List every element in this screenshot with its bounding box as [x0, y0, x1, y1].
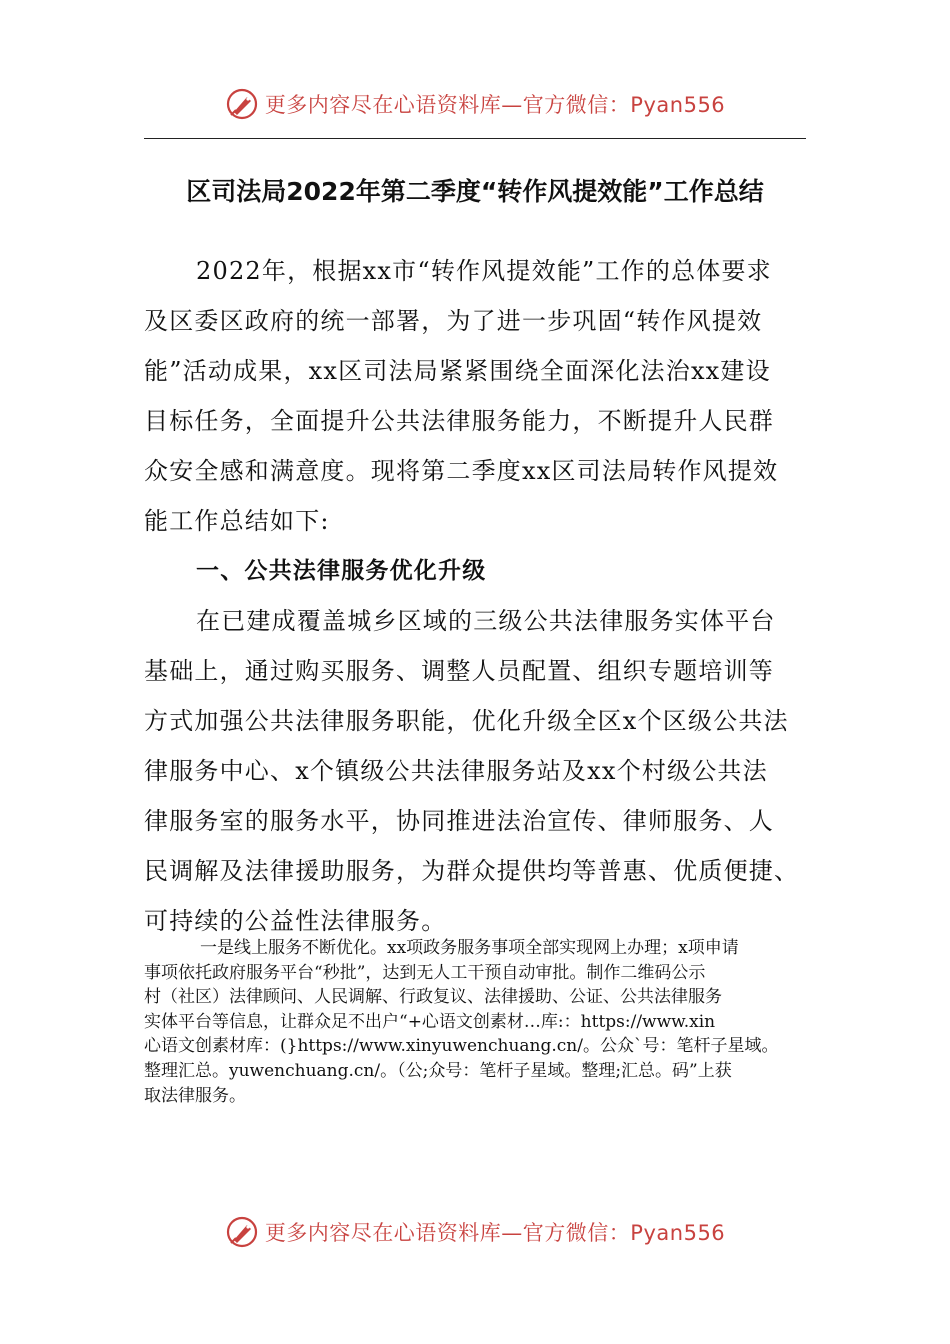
small-line: 村（社区）法律顾问、人民调解、行政复议、法律援助、公证、公共法律服务: [144, 987, 722, 1008]
footer-watermark-text: 更多内容尽在心语资料库—官方微信：Pyan556: [264, 1221, 726, 1245]
section-1: [144, 546, 814, 946]
section-1-line: 基础上，通过购买服务、调整人员配置、组织专题培训等: [144, 657, 774, 685]
intro-line: 及区委区政府的统一部署，为了进一步巩固“转作风提效: [144, 307, 763, 335]
small-line: 一是线上服务不断优化。xx项政务服务事项全部实现网上办理；x项申请: [200, 938, 739, 958]
intro-line: 2022年，根据xx市“转作风提效能”工作的总体要求: [196, 257, 772, 285]
small-line: 事项依托政府服务平台“秒批”，达到无人工干预自动审批。制作二维码公示: [144, 962, 706, 983]
intro-line: 能”活动成果，xx区司法局紧紧围绕全面深化法治xx建设: [144, 357, 771, 385]
section-1-line: 民调解及法律援助服务，为群众提供均等普惠、优质便捷、: [144, 857, 800, 885]
section-1-line: 方式加强公共法律服务职能，优化升级全区x个区级公共法: [144, 707, 789, 735]
header-watermark-text: 更多内容尽在心语资料库—官方微信：Pyan556: [264, 93, 726, 117]
small-line: 实体平台等信息，让群众足不出户“+心语文创素材…库:：https://www.xin: [144, 1011, 716, 1032]
intro-line: 目标任务，全面提升公共法律服务能力，不断提升人民群: [144, 407, 774, 435]
small-line: 取法律服务。: [144, 1085, 246, 1106]
section-1-line: 律服务室的服务水平，协同推进法治宣传、律师服务、人: [144, 807, 774, 835]
header-watermark-banner: [0, 84, 950, 124]
header-divider: [144, 138, 806, 139]
section-1-line: 可持续的公益性法律服务。: [144, 907, 447, 935]
online-service-paragraph: [144, 936, 824, 1108]
document-title: 区司法局2022年第二季度“转作风提效能”工作总结: [186, 177, 764, 206]
section-1-line: 律服务中心、x个镇级公共法律服务站及xx个村级公共法: [144, 757, 768, 785]
pen-nib-logo-icon: [225, 1215, 259, 1249]
small-line: 整理汇总。yuwenchuang.cn/。（公;众号：笔杆子星域。整理;汇总。码”上获: [144, 1060, 732, 1081]
intro-line: 众安全感和满意度。现将第二季度xx区司法局转作风提效: [144, 457, 779, 485]
section-1-heading: 一、公共法律服务优化升级: [196, 558, 487, 584]
pen-nib-logo-icon: [225, 87, 259, 121]
intro-line: 能工作总结如下:: [144, 507, 330, 535]
small-line: 心语文创素材库：(}https://www.xinyuwenchuang.cn/。公众`号：笔杆子星域。: [144, 1036, 779, 1057]
intro-paragraph: [144, 246, 814, 546]
section-1-line: 在已建成覆盖城乡区域的三级公共法律服务实体平台: [196, 607, 776, 635]
footer-watermark-banner: [0, 1212, 950, 1252]
